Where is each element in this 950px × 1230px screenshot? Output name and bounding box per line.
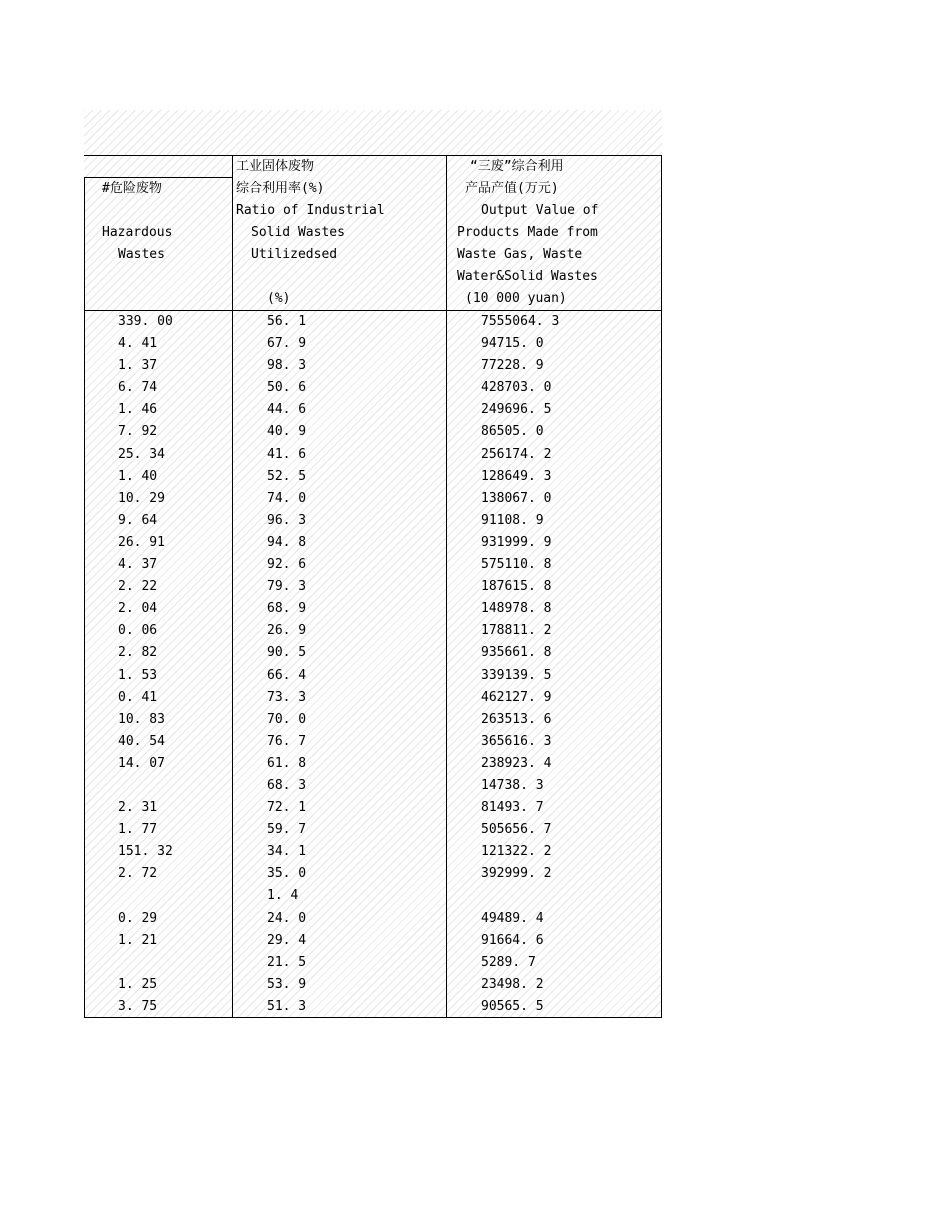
output-cell: 935661. 8 [481, 645, 552, 661]
output-cell: 49489. 4 [481, 910, 544, 926]
header-output-cn-1: “三废”综合利用 [470, 159, 564, 174]
table-row [0, 753, 950, 775]
ratio-cell: 94. 8 [267, 534, 307, 550]
output-cell: 148978. 8 [481, 601, 552, 617]
output-cell: 365616. 3 [481, 733, 552, 749]
hazardous-cell: 6. 74 [118, 380, 158, 396]
table-row [0, 665, 950, 687]
output-cell: 91664. 6 [481, 932, 544, 948]
output-cell: 23498. 2 [481, 976, 544, 992]
table-row [0, 996, 950, 1018]
ratio-cell: 51. 3 [267, 998, 307, 1014]
header-hazardous-en-2: Wastes [118, 247, 165, 262]
output-cell: 931999. 9 [481, 534, 552, 550]
output-cell: 138067. 0 [481, 490, 552, 506]
output-cell: 428703. 0 [481, 380, 552, 396]
header-ratio-cn-1: 工业固体废物 [236, 159, 315, 174]
header-output-en-4: Water&Solid Wastes [457, 269, 598, 284]
hazardous-cell: 1. 46 [118, 402, 158, 418]
table-row [0, 399, 950, 421]
output-cell: 256174. 2 [481, 446, 552, 462]
header-ratio-cn-2: 综合利用率(%) [236, 181, 325, 196]
hazardous-cell: 4. 37 [118, 557, 158, 573]
ratio-cell: 74. 0 [267, 490, 307, 506]
table-row [0, 841, 950, 863]
hazardous-cell: 2. 31 [118, 800, 158, 816]
ratio-cell: 98. 3 [267, 358, 307, 374]
table-row [0, 709, 950, 731]
hazardous-cell: 4. 41 [118, 336, 158, 352]
table-row [0, 642, 950, 664]
hazardous-cell: 2. 72 [118, 866, 158, 882]
ratio-cell: 44. 6 [267, 402, 307, 418]
hazardous-cell: 9. 64 [118, 512, 158, 528]
output-cell: 7555064. 3 [481, 314, 560, 329]
hazardous-cell: 1. 40 [118, 468, 158, 484]
ratio-cell: 70. 0 [267, 711, 307, 727]
ratio-cell: 29. 4 [267, 932, 307, 948]
ratio-cell: 68. 3 [267, 777, 307, 793]
ratio-cell: 50. 6 [267, 380, 307, 396]
output-cell: 263513. 6 [481, 711, 552, 727]
ratio-cell: 96. 3 [267, 512, 307, 528]
table-body [0, 311, 950, 1018]
ratio-cell: 41. 6 [267, 446, 307, 462]
ratio-cell: 79. 3 [267, 579, 307, 595]
output-cell: 462127. 9 [481, 689, 552, 705]
table-row [0, 333, 950, 355]
ratio-cell: 92. 6 [267, 557, 307, 573]
hazardous-cell: 40. 54 [118, 733, 165, 749]
ratio-cell: 66. 4 [267, 667, 307, 683]
hazardous-cell: 2. 22 [118, 579, 158, 595]
output-cell: 77228. 9 [481, 358, 544, 374]
header-ratio-unit: (%) [267, 291, 291, 306]
output-cell: 575110. 8 [481, 557, 552, 573]
header-ratio-en-3: Utilizedsed [251, 247, 338, 262]
hazardous-cell: 7. 92 [118, 424, 158, 440]
output-cell: 86505. 0 [481, 424, 544, 440]
ratio-cell: 76. 7 [267, 733, 307, 749]
ratio-cell: 67. 9 [267, 336, 307, 352]
hazardous-cell: 10. 29 [118, 490, 165, 506]
output-cell: 121322. 2 [481, 844, 552, 860]
output-cell: 178811. 2 [481, 623, 552, 639]
hazardous-cell: 26. 91 [118, 534, 165, 550]
output-cell: 5289. 7 [481, 954, 536, 970]
hazardous-cell: 10. 83 [118, 711, 165, 727]
table-row [0, 885, 950, 907]
header-ratio-en-1: Ratio of Industrial [236, 203, 385, 218]
output-cell: 392999. 2 [481, 866, 552, 882]
header-output-en-1: Output Value of [481, 203, 599, 218]
hazardous-cell: 2. 04 [118, 601, 158, 617]
output-cell: 94715. 0 [481, 336, 544, 352]
ratio-cell: 21. 5 [267, 954, 307, 970]
hazardous-cell: 25. 34 [118, 446, 165, 462]
table-row [0, 488, 950, 510]
table-row [0, 576, 950, 598]
header-output-unit: (10 000 yuan) [465, 291, 567, 306]
table-row [0, 775, 950, 797]
ratio-cell: 73. 3 [267, 689, 307, 705]
hazardous-cell: 0. 06 [118, 623, 158, 639]
hazardous-cell: 1. 37 [118, 358, 158, 374]
ratio-cell: 59. 7 [267, 822, 307, 838]
output-cell: 339139. 5 [481, 667, 552, 683]
table-row [0, 863, 950, 885]
header-top-border [84, 155, 662, 156]
table-row [0, 598, 950, 620]
table-row [0, 466, 950, 488]
ratio-cell: 68. 9 [267, 601, 307, 617]
header-output-en-3: Waste Gas, Waste [457, 247, 583, 262]
table-row [0, 731, 950, 753]
hazardous-cell: 2. 82 [118, 645, 158, 661]
output-cell: 14738. 3 [481, 777, 544, 793]
header-hazardous-en: Hazardous [102, 225, 173, 240]
table-row [0, 930, 950, 952]
ratio-cell: 53. 9 [267, 976, 307, 992]
table-row [0, 444, 950, 466]
table-row [0, 908, 950, 930]
table-row [0, 952, 950, 974]
hazardous-cell: 0. 41 [118, 689, 158, 705]
ratio-cell: 61. 8 [267, 755, 307, 771]
ratio-cell: 34. 1 [267, 844, 307, 860]
hazardous-cell: 3. 75 [118, 998, 158, 1014]
hazardous-cell: 1. 21 [118, 932, 158, 948]
hazardous-cell: 1. 25 [118, 976, 158, 992]
output-cell: 128649. 3 [481, 468, 552, 484]
output-cell: 505656. 7 [481, 822, 552, 838]
hazardous-cell: 1. 53 [118, 667, 158, 683]
ratio-cell: 40. 9 [267, 424, 307, 440]
ratio-cell: 72. 1 [267, 800, 307, 816]
header-output-en-2: Products Made from [457, 225, 598, 240]
table-row [0, 510, 950, 532]
table-row [0, 355, 950, 377]
table-row [0, 421, 950, 443]
hazardous-cell: 14. 07 [118, 755, 165, 771]
ratio-cell: 35. 0 [267, 866, 307, 882]
ratio-cell: 24. 0 [267, 910, 307, 926]
output-cell: 81493. 7 [481, 800, 544, 816]
output-cell: 90565. 5 [481, 998, 544, 1014]
ratio-cell: 52. 5 [267, 468, 307, 484]
table-row [0, 687, 950, 709]
table-row [0, 532, 950, 554]
output-cell: 187615. 8 [481, 579, 552, 595]
output-cell: 238923. 4 [481, 755, 552, 771]
hazardous-cell: 339. 00 [118, 314, 173, 329]
ratio-cell: 56. 1 [267, 314, 307, 329]
table-row [0, 554, 950, 576]
header-ratio-en-2: Solid Wastes [251, 225, 345, 240]
output-cell: 91108. 9 [481, 512, 544, 528]
hazardous-cell: 151. 32 [118, 844, 173, 860]
table-row [0, 974, 950, 996]
hazardous-cell: 0. 29 [118, 910, 158, 926]
table-row [0, 377, 950, 399]
ratio-cell: 1. 4 [267, 888, 299, 904]
ratio-cell: 90. 5 [267, 645, 307, 661]
header-output-cn-2: 产品产值(万元) [465, 181, 559, 196]
table-row [0, 620, 950, 642]
table-row [0, 311, 950, 333]
ratio-cell: 26. 9 [267, 623, 307, 639]
header-hazardous-cn: #危险废物 [102, 181, 162, 196]
hazardous-cell: 1. 77 [118, 822, 158, 838]
table-row [0, 819, 950, 841]
output-cell: 249696. 5 [481, 402, 552, 418]
table-row [0, 797, 950, 819]
